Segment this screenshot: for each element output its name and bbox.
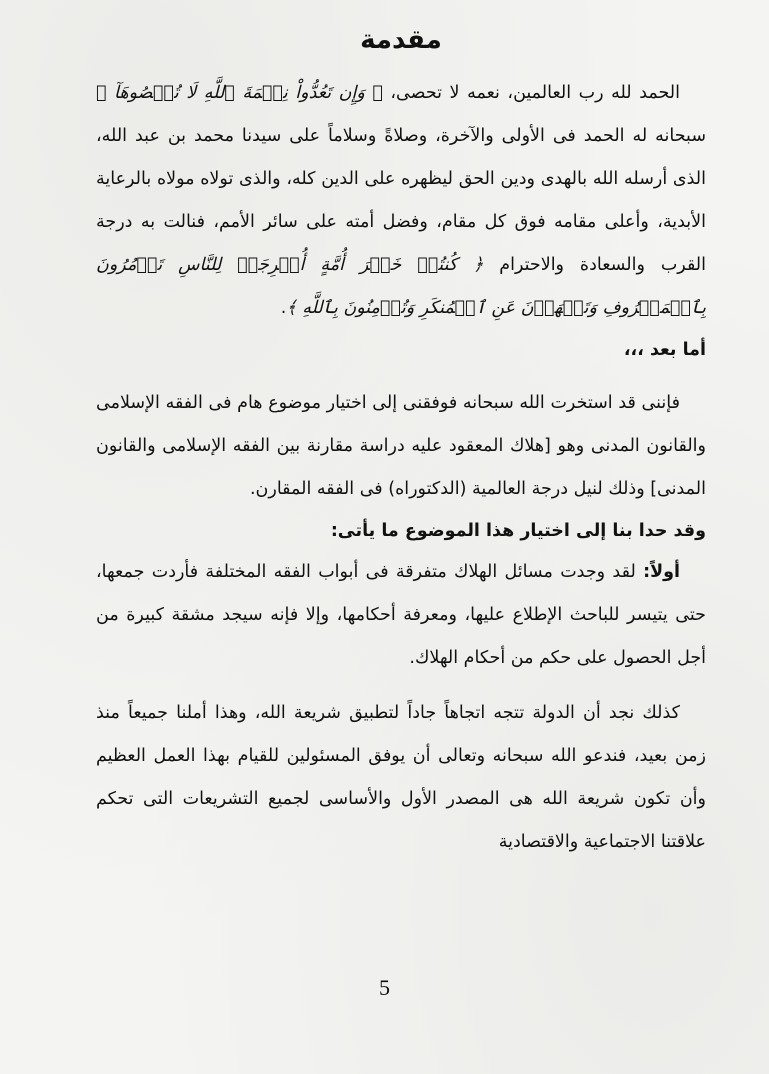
spacer [96,370,706,382]
intro-text-3: . [280,298,287,318]
page-number: 5 [379,975,390,1000]
after-praise-heading: أما بعد ،،، [623,340,706,360]
spacer [96,680,706,692]
intro-text-1: الحمد لله رب العالمين، نعمه لا تحصى، [382,83,680,103]
quran-verse-1: ﴿ وَإِن تَعُدُّواْ نِعۡمَةَ ٱللَّهِ لَا تُحۡصُوهَآ ﴾ [96,83,383,103]
first-reason-text: لقد وجدت مسائل الهلاك متفرقة فى أبواب الفقه المختلفة فأردت جمعها، حتى يتيسر للباحث الإطلاع عليها، ومعرفة أحكامها، وإلا فإنه سيجد مشقة كبيرة من أجل الحصول على حكم من أحكام الهلاك. [96,562,706,668]
page-content [96,22,706,864]
page-title: مقدمة [360,25,442,55]
first-reason-paragraph [96,551,706,680]
reasons-heading: وقد حدا بنا إلى اختيار هذا الموضوع ما يأتى: [330,521,706,541]
intro-text-2: سبحانه له الحمد فى الأولى والآخرة، وصلاةً وسلاماً على سيدنا محمد بن عبد الله، الذى أرسله الله بالهدى ودين الحق ليظهره على الدين كله، والذى تولاه مولاه بالرعاية الأبدية، وأعلى مقامه فوق كل مقام، وفضل أمته على سائر الأمم، فنالت به درجة القرب والسعادة والاحترام [96,126,706,275]
quran-verse-2: ﴿ كُنتُمۡ خَيۡرَ أُمَّةٍ أُخۡرِجَتۡ لِلنَّاسِ تَأۡمُرُونَ بِٱلۡمَعۡرُوفِ وَتَنۡهَوۡنَ عَنِ ٱلۡمُنكَرِ وَتُؤۡمِنُونَ بِٱللَّهِ ﴾ [96,255,706,318]
intro-paragraph [96,72,706,330]
first-reason-label: أولاً: [643,562,680,582]
state-paragraph: كذلك نجد أن الدولة تتجه اتجاهاً جاداً لتطبيق شريعة الله، وهذا أملنا جميعاً منذ زمن بعيد، فندعو الله سبحانه وتعالى أن يوفق المسئولين للقيام بهذا العمل العظيم وأن تكون شريعة الله هى المصدر الأول والأساسى لجميع التشريعات التى تحكم علاقتنا الاجتماعية والاقتصادية [96,703,706,852]
topic-paragraph: فإننى قد استخرت الله سبحانه فوفقنى إلى اختيار موضوع هام فى الفقه الإسلامى والقانون المدنى وهو [هلاك المعقود عليه دراسة مقارنة بين الفقه الإسلامى والقانون المدنى] وذلك لنيل درجة العالمية (الدكتوراه) فى الفقه المقارن. [96,393,706,499]
